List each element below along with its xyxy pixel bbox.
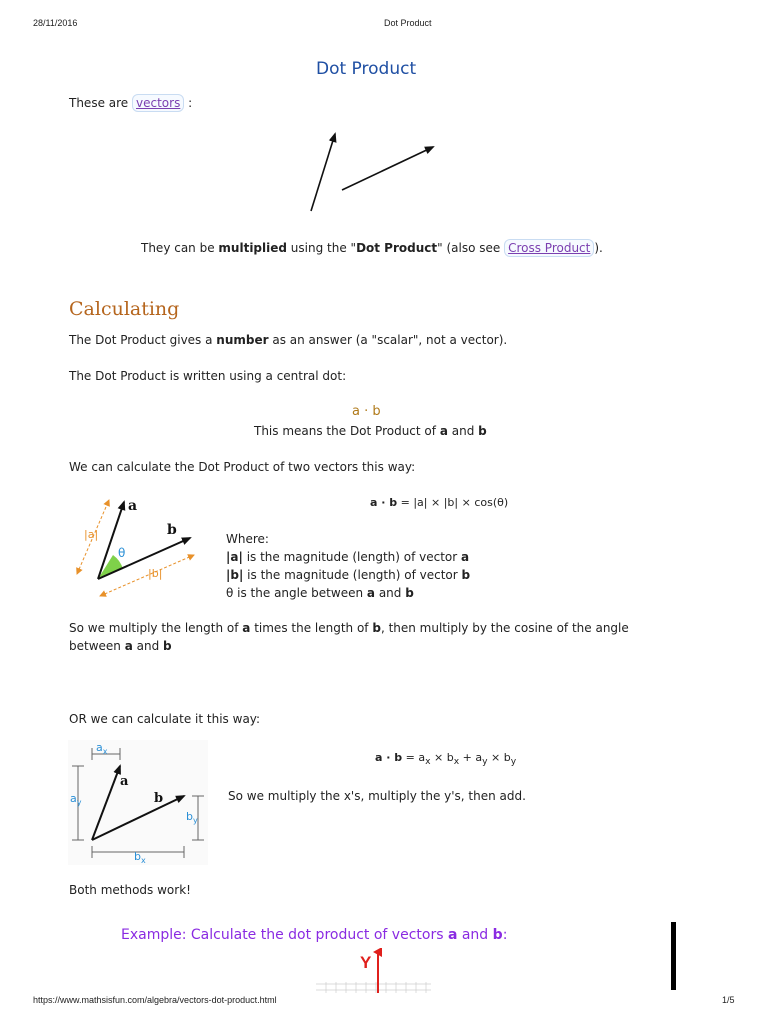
vertical-bar	[671, 922, 676, 990]
text-segment: times the length of	[250, 621, 373, 635]
formula-components	[375, 749, 516, 771]
label-ay-base: a	[70, 792, 77, 805]
intro-colon: :	[188, 96, 193, 110]
label-ay-sub: y	[76, 798, 82, 807]
footer-url: https://www.mathsisfun.com/algebra/vectors-dot-product.html	[33, 995, 277, 1005]
text-segment: as an answer (a "scalar", not a vector).	[268, 333, 508, 347]
sub-x: x	[453, 756, 460, 768]
vector-one	[311, 134, 335, 211]
text-segment: = a	[402, 751, 426, 764]
text-bold: b	[461, 568, 471, 582]
components-diagram	[68, 740, 208, 865]
text-segment: They can be	[141, 241, 219, 255]
calc-line: We can calculate the Dot Product of two vectors this way:	[69, 460, 416, 474]
cross-product-link[interactable]: Cross Product	[504, 239, 594, 257]
means-line	[254, 422, 487, 440]
grid	[316, 982, 431, 993]
text-segment: θ is the angle between	[226, 586, 367, 600]
multiply-line-1	[69, 619, 689, 637]
label-abs-a: |a|	[84, 528, 99, 541]
label-theta: θ	[118, 546, 126, 560]
print-date: 28/11/2016	[33, 18, 78, 28]
xy-line: So we multiply the x's, multiply the y's, then add.	[228, 789, 526, 803]
central-formula: a · b	[352, 404, 381, 419]
text-segment: × b	[487, 751, 511, 764]
text-bold: |b|	[226, 568, 244, 582]
vectors-link[interactable]: vectors	[132, 94, 184, 112]
section-heading-calculating: Calculating	[69, 298, 180, 320]
text-segment: :	[502, 927, 508, 943]
para-written: The Dot Product is written using a central dot:	[69, 369, 347, 383]
formula-rhs: = |a| × |b| × cos(θ)	[397, 496, 509, 509]
y-axis-label: Y	[360, 953, 372, 972]
sub-y: y	[510, 756, 517, 768]
bold-a: a	[439, 424, 448, 438]
text-segment: and	[375, 586, 406, 600]
text-bold: a	[242, 621, 251, 635]
intro-text: These are	[69, 96, 129, 110]
text-segment: between	[69, 639, 125, 653]
where-line-a	[226, 548, 470, 566]
diagram-background	[68, 740, 208, 865]
text-segment: is the magnitude (length) of vector	[243, 568, 462, 582]
vectors-figure	[300, 128, 450, 218]
where-block	[226, 530, 470, 602]
text-segment: using the "	[286, 241, 357, 255]
label-b: b	[167, 522, 177, 538]
text-bold: a	[366, 586, 375, 600]
text-bold: a	[461, 550, 470, 564]
text-segment: Example: Calculate the dot product of vectors	[121, 927, 448, 943]
text-segment: + a	[459, 751, 483, 764]
multiply-paragraph	[69, 619, 689, 655]
vector-two	[342, 147, 433, 190]
text-segment: is the magnitude (length) of vector	[242, 550, 462, 564]
text-segment: × b	[430, 751, 454, 764]
formula-lhs: a · b	[370, 496, 398, 509]
label-ax-base: a	[96, 741, 103, 754]
text-segment: and	[457, 927, 493, 943]
bold-number: number	[216, 333, 269, 347]
text-bold: |a|	[226, 550, 243, 564]
sub-y: y	[482, 756, 488, 768]
text-segment: and	[447, 424, 479, 438]
print-doc-title: Dot Product	[384, 18, 432, 28]
footer-page-number: 1/5	[722, 995, 735, 1005]
label-ax-sub: x	[102, 747, 108, 756]
label-a: a	[120, 774, 129, 789]
bold-multiplied: multiplied	[218, 241, 287, 255]
multiply-line-2	[69, 637, 689, 655]
bold-dot-product: Dot Product	[356, 241, 438, 255]
where-label: Where:	[226, 532, 269, 546]
label-bx-base: b	[134, 850, 141, 863]
text-segment: ).	[594, 241, 603, 255]
text-bold: b	[492, 927, 503, 943]
text-bold: b	[405, 586, 414, 600]
text-bold: b	[163, 639, 172, 653]
text-bold: b	[372, 621, 381, 635]
label-b: b	[154, 791, 164, 806]
both-line: Both methods work!	[69, 883, 191, 897]
page-title: Dot Product	[316, 59, 417, 79]
angle-diagram	[66, 492, 206, 602]
label-bx-sub: x	[140, 856, 146, 865]
text-segment: and	[132, 639, 164, 653]
text-segment: , then multiply by the cosine of the angle	[380, 621, 629, 635]
bold-b: b	[478, 424, 487, 438]
example-heading	[121, 927, 507, 943]
or-line: OR we can calculate it this way:	[69, 712, 261, 726]
intro-line	[69, 94, 192, 112]
sub-x: x	[425, 756, 431, 768]
label-a: a	[128, 498, 138, 514]
text-segment: " (also see	[437, 241, 505, 255]
formula-magnitude-cos	[370, 494, 508, 512]
where-line-theta	[226, 584, 470, 602]
text-segment: The Dot Product gives a	[69, 333, 217, 347]
text-segment: This means the Dot Product of	[254, 424, 440, 438]
where-line-b	[226, 566, 470, 584]
label-by-sub: y	[192, 816, 198, 825]
text-bold: a	[447, 927, 458, 943]
example-graph-partial	[316, 948, 446, 993]
label-by-base: b	[186, 810, 193, 823]
text-segment: So we multiply the length of	[69, 621, 243, 635]
text-bold: a	[124, 639, 133, 653]
formula-lhs: a · b	[375, 751, 403, 764]
multiplied-line	[141, 239, 603, 257]
label-abs-b: |b|	[148, 567, 163, 580]
para-number	[69, 331, 507, 349]
